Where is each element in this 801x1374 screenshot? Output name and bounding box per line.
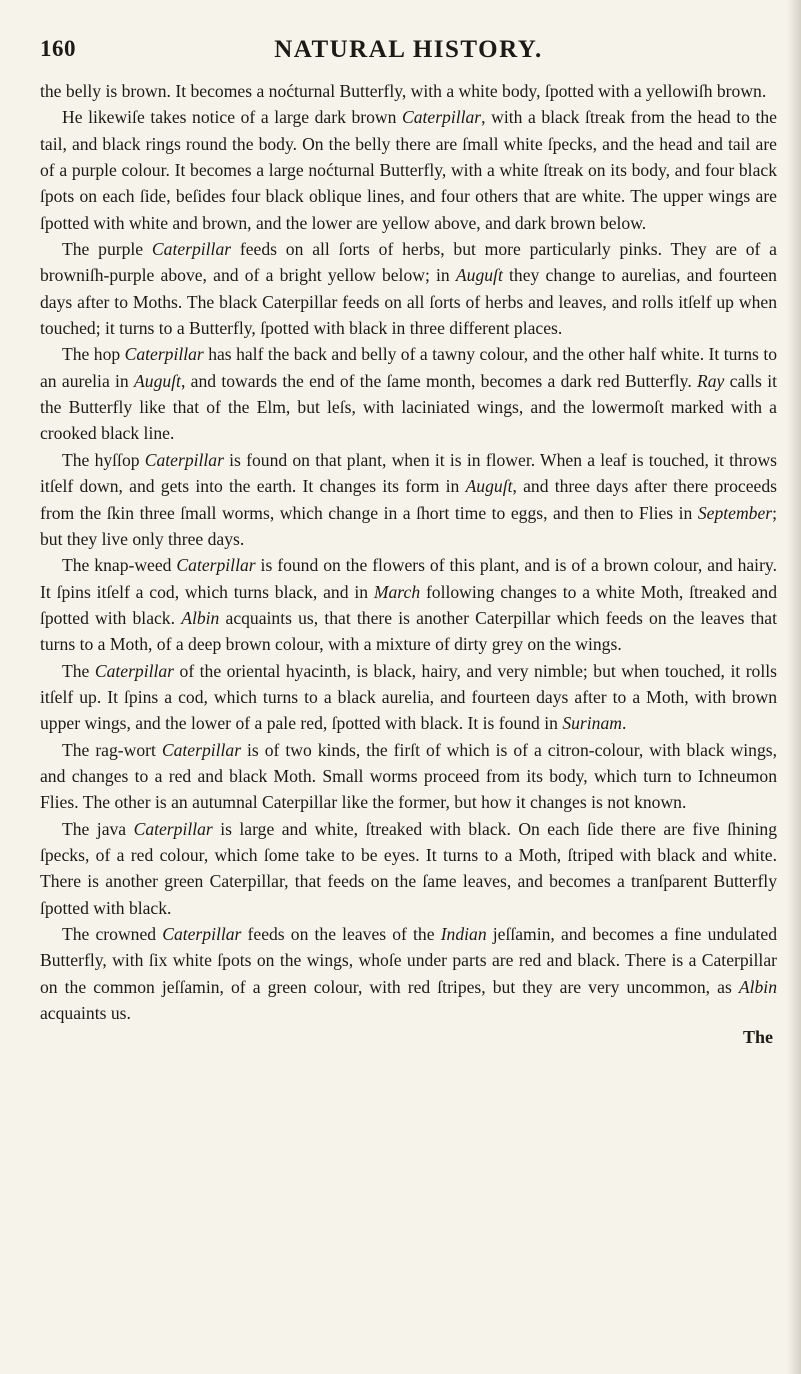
italic-text-run: Auguſt	[134, 370, 181, 391]
italic-text-run: Ray	[697, 370, 725, 391]
italic-text-run: March	[373, 581, 421, 602]
text-run: , and three days after there proceeds from the ſkin three ſmall worms, which change in a ſhort time to eggs, and then to Flies in	[40, 476, 777, 523]
page-number: 160	[40, 36, 76, 61]
running-title: NATURAL HISTORY.	[274, 36, 543, 63]
text-run: acquaints us, that there is another Caterpillar which feeds on the leaves that turns to a Moth, of a deep brown colour, with a mixture of dirty grey on the wings.	[40, 607, 777, 655]
text-run: He likewiſe takes notice of a large dark brown	[62, 107, 402, 128]
text-run: acquaints us.	[40, 1003, 131, 1024]
italic-text-run: Caterpillar	[162, 924, 242, 944]
text-run: is found on that plant, when it is in flower. When a leaf is touched, it throws itſelf down, and gets into the earth. It changes its form in	[40, 449, 777, 497]
paragraph	[40, 447, 777, 552]
text-run: ; but they live only three days.	[40, 502, 777, 549]
running-head	[40, 36, 777, 72]
paragraph	[40, 658, 777, 737]
text-run: is large and white, ſtreaked with black. On each ſide there are five ſhining ſpecks, of a red colour, which ſome take to be eyes. It turns to a Moth, ſtriped with black and white. There is another green Caterpillar, that feeds on the ſame leaves, and becomes a tranſparent Butterfly ſpotted with black.	[40, 818, 778, 918]
text-run: feeds on the leaves of the	[241, 924, 441, 944]
body-text	[40, 78, 777, 1026]
text-run: jeſſamin, and becomes a fine undulated Butterfly, with ſix white ſpots on the wings, whoſe under parts are red and black. There is a Caterpillar on the common jeſſamin, of a green colour, with red ſtripes, but they are very uncommon, as	[40, 924, 777, 997]
page-edge-shadow	[787, 0, 801, 1374]
text-run: is of two kinds, the firſt of which is of a citron-colour, with black wings, and changes to a red and black Moth. Small worms proceed from its body, which turn to Ichneumon Flies. The other is an autumnal Caterpillar like the former, but how it changes is not known.	[40, 739, 777, 813]
paragraph	[40, 78, 777, 104]
text-run: the belly is brown. It becomes a noćturnal Butterfly, with a white body, ſpotted with a yellowiſh brown.	[40, 81, 767, 101]
text-run: they change to aurelias, and fourteen days after to Moths. The black Caterpillar feeds on all ſorts of herbs and leaves, and rolls itſelf up when touched; it turns to a Butterfly, ſpotted with black in three different places.	[40, 265, 777, 339]
paragraph	[40, 737, 777, 816]
text-run: The hyſſop	[62, 449, 145, 470]
paragraph	[40, 816, 777, 921]
paragraph	[40, 341, 777, 446]
italic-text-run: Caterpillar	[144, 449, 224, 470]
italic-text-run: Surinam	[562, 713, 622, 734]
italic-text-run: September	[697, 502, 773, 523]
paragraph	[40, 104, 777, 236]
text-run: The	[62, 660, 95, 681]
italic-text-run: Caterpillar	[176, 555, 256, 576]
text-run: , and towards the end of the ſame month, becomes a dark red Butterfly.	[180, 370, 698, 391]
text-run: is found on the flowers of this plant, and is of a brown colour, and hairy. It ſpins itſelf a cod, which turns black, and in	[40, 555, 777, 602]
paragraph	[40, 921, 777, 1026]
italic-text-run: Auguſt	[465, 476, 513, 497]
text-run: has half the back and belly of a tawny colour, and the other half white. It turns to an aurelia in	[40, 344, 778, 391]
italic-text-run: Caterpillar	[94, 660, 175, 681]
italic-text-run: Indian	[440, 924, 487, 944]
italic-text-run: Caterpillar	[133, 818, 213, 839]
paragraph	[40, 236, 777, 341]
text-run: The hop	[62, 344, 125, 365]
italic-text-run: Caterpillar	[161, 739, 242, 760]
text-run: The rag-wort	[62, 739, 162, 760]
text-run: of the oriental hyacinth, is black, hairy, and very nimble; but when touched, it rolls itſelf up. It ſpins a cod, which turns to a black aurelia, and fourteen days after to a Moth, with brown upper wings, and the lower of a pale red, ſpotted with black. It is found in	[40, 660, 777, 734]
text-run: following changes to a white Moth, ſtreaked and ſpotted with black.	[40, 581, 777, 628]
text-run: feeds on all ſorts of herbs, but more particularly pinks. They are of a browniſh-purple above, and of a bright yellow below; in	[40, 239, 777, 286]
italic-text-run: Caterpillar	[124, 344, 204, 365]
italic-text-run: Caterpillar	[401, 107, 482, 128]
text-run: calls it the Butterfly like that of the Elm, but leſs, with laciniated wings, and the lowermoſt marked with a crooked black line.	[40, 370, 777, 444]
italic-text-run: Auguſt	[455, 265, 503, 286]
text-run: The knap-weed	[62, 555, 177, 576]
italic-text-run: Caterpillar	[151, 239, 232, 260]
text-run: The purple	[62, 239, 152, 260]
italic-text-run: Albin	[738, 976, 777, 997]
text-run: The java	[62, 818, 134, 839]
text-run: , with a black ſtreak from the head to the tail, and black rings round the body. On the belly there are ſmall white ſpecks, and the head and tail are of a purple colour. It becomes a large noćturnal Butterfly, with a white ſtreak on its body, and four black ſpots on each ſide, beſides four black oblique lines, and four others that are white. The upper wings are ſpotted with white and brown, and the lower are yellow above, and dark brown below.	[40, 107, 777, 233]
paragraph	[40, 552, 777, 657]
text-run: .	[621, 713, 627, 734]
text-run: The crowned	[62, 924, 163, 944]
catchword: The	[742, 1027, 773, 1048]
italic-text-run: Albin	[181, 607, 220, 628]
